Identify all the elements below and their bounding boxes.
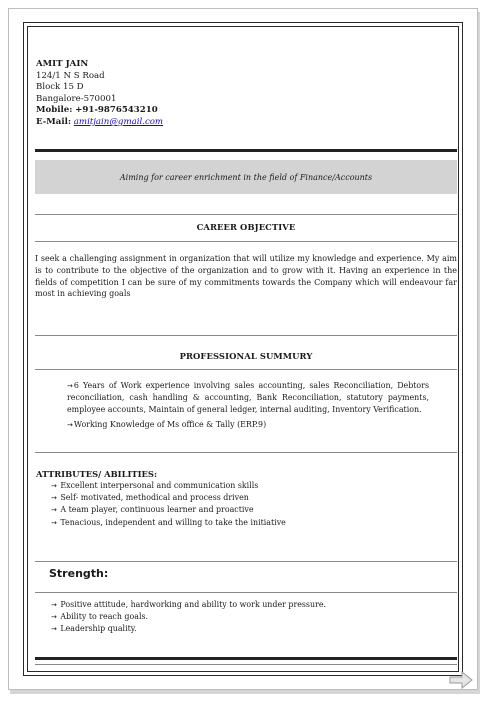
divider (35, 664, 457, 665)
career-objective-heading: CAREER OBJECTIVE (196, 222, 296, 232)
list-item: → Tenacious, independent and willing to take the initiative (51, 517, 286, 527)
candidate-name: AMIT JAIN (36, 59, 89, 69)
arrow-icon: → (51, 506, 57, 515)
divider (35, 241, 457, 242)
list-item: → Positive attitude, hardworking and ability to work under pressure. (51, 600, 327, 609)
list-item: → Excellent interpersonal and communication skills (51, 481, 259, 490)
resume-page (8, 8, 478, 690)
attributes-heading: ATTRIBUTES/ ABILITIES: (36, 469, 158, 479)
attributes-list (51, 480, 286, 529)
address-city: Bangalore-570001 (36, 93, 117, 104)
list-item: → Leadership quality. (51, 624, 137, 634)
divider (35, 149, 457, 152)
divider (35, 214, 457, 215)
arrow-icon: → (51, 518, 57, 527)
address-line-1: 124/1 N S Road (36, 70, 105, 81)
professional-summary-heading: PROFESSIONAL SUMMURY (179, 351, 313, 361)
arrow-icon: → (67, 382, 73, 390)
strength-list (51, 599, 326, 636)
divider (35, 561, 457, 562)
career-objective-text: I seek a challenging assignment in organization that will utilize my knowledge and experience. My aim is to contribute to the objective of the organization and to grow with it. Having an experience in the fields of competition I can be sure of my commitments towards the Company which will endeavour far most in achieving goals (35, 254, 457, 299)
career-banner: Aiming for career enrichment in the field of Finance/Accounts (35, 160, 457, 194)
list-item: → Self- motivated, methodical and process driven (51, 493, 249, 503)
list-item: → Ability to reach goals. (51, 612, 149, 622)
arrow-icon: → (51, 494, 57, 503)
summary-item: →6 Years of Work experience involving sales accounting, sales Reconciliation, Debtors reconciliation, cash handling & accounting, Bank Reconciliation, statutory payments, employee accounts, Maintain of general ledger, internal auditing, Inventory Verification. (67, 381, 429, 414)
arrow-icon: → (51, 625, 57, 634)
divider (35, 369, 457, 370)
address-line-2: Block 15 D (36, 82, 84, 93)
divider (35, 592, 457, 593)
mobile-row (36, 105, 163, 117)
divider (35, 657, 457, 660)
arrow-icon: → (51, 601, 57, 609)
divider (35, 452, 457, 453)
email-row (36, 117, 163, 129)
strength-heading: Strength: (49, 567, 109, 580)
divider (35, 335, 457, 336)
summary-item: →Working Knowledge of Ms office & Tally (ERP.9) (67, 420, 267, 429)
mobile-label: Mobile: (36, 105, 73, 116)
email-label: E-Mail: (36, 116, 72, 127)
arrow-icon: → (51, 482, 57, 490)
mobile-number: +91-9876543210 (75, 105, 158, 116)
list-item: → A team player, continuous learner and proactive (51, 505, 254, 515)
arrow-icon: → (67, 421, 73, 429)
email-link[interactable]: amitjain@gmail.com (73, 116, 164, 127)
next-page-arrow-icon[interactable] (448, 670, 474, 690)
arrow-icon: → (51, 613, 57, 622)
contact-block (36, 59, 163, 129)
